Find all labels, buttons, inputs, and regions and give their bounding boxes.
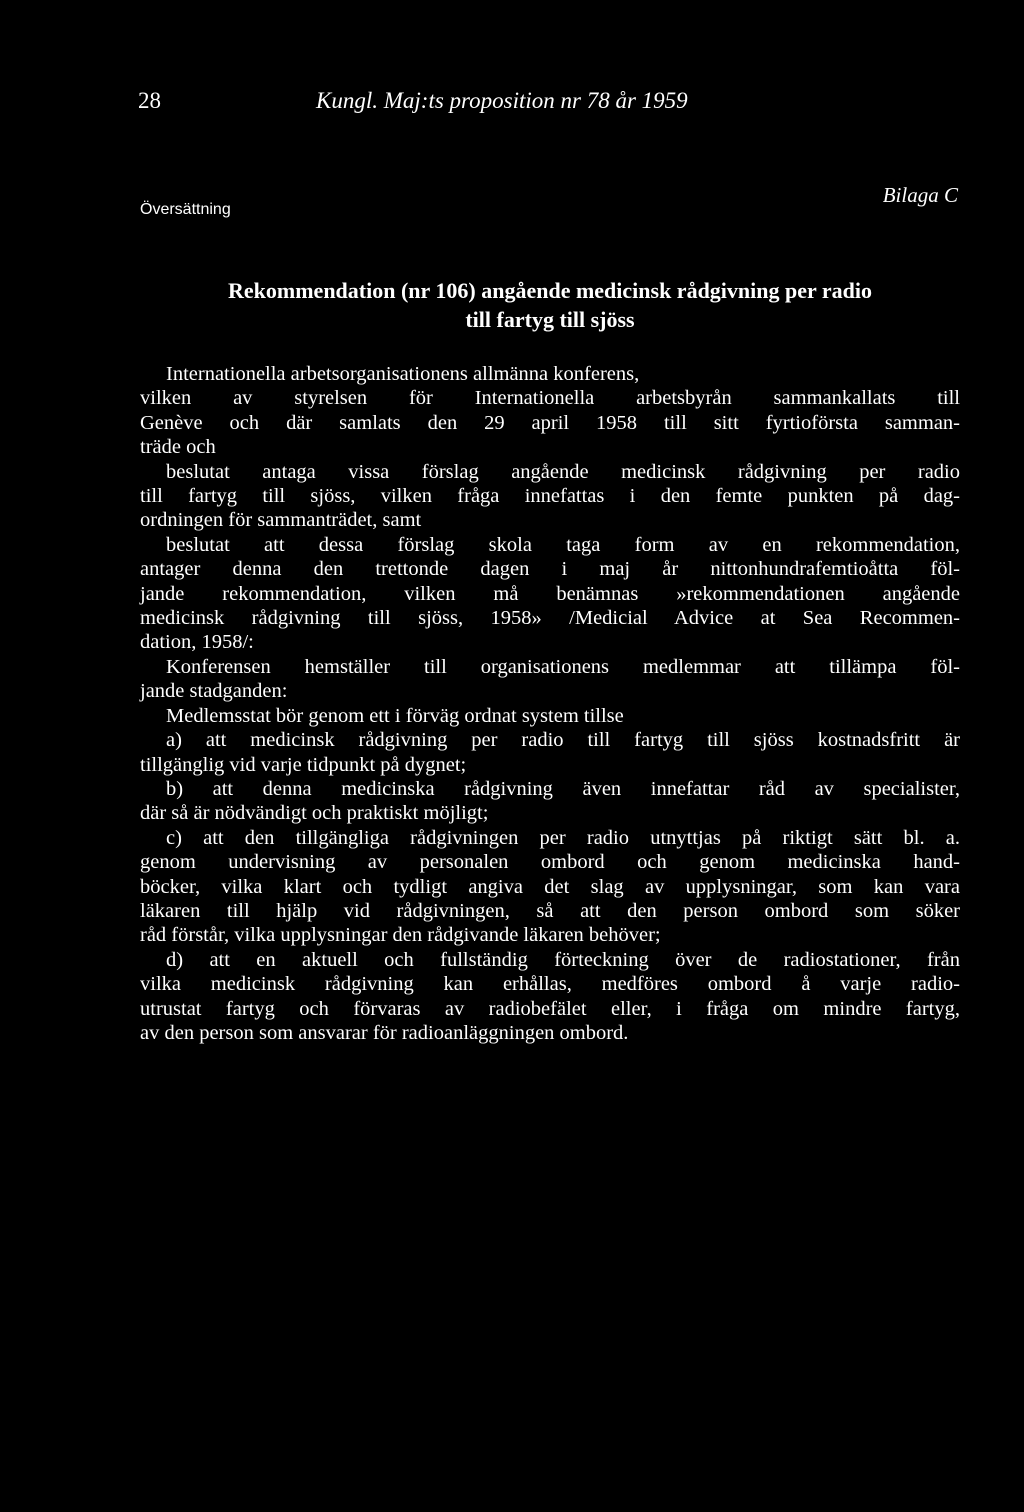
body-line: b) att denna medicinska rådgivning även innefattar råd av specialister, <box>166 777 960 800</box>
body-line: dation, 1958/: <box>140 631 254 654</box>
body-line: genom undervisning av personalen ombord och genom medicinska hand- <box>140 851 960 874</box>
body-line: medicinsk rådgivning till sjöss, 1958» /Medicial Advice at Sea Recommen- <box>140 607 960 630</box>
title-line: till fartyg till sjöss <box>465 307 635 332</box>
body-line: d) att en aktuell och fullständig förteckning över de radiostationer, från <box>166 948 960 971</box>
body-line: tillgänglig vid varje tidpunkt på dygnet; <box>140 753 467 776</box>
body-line: vilka medicinsk rådgivning kan erhållas, medföres ombord å varje radio- <box>140 973 960 996</box>
document-title <box>140 276 960 334</box>
title-line: Rekommendation (nr 106) angående medicinsk rådgivning per radio <box>228 278 872 303</box>
body-line: Genève och där samlats den 29 april 1958 till sitt fyrtioförsta samman- <box>140 411 960 434</box>
body-line: vilken av styrelsen för Internationella arbetsbyrån sammankallats till <box>140 387 960 410</box>
body-line: antager denna den trettonde dagen i maj år nittonhundrafemtioåtta föl- <box>140 558 960 581</box>
body-line: jande rekommendation, vilken må benämnas »rekommendationen angående <box>140 582 960 605</box>
page-number: 28 <box>138 88 161 113</box>
document-body <box>140 362 960 1045</box>
translation-label: Översättning <box>140 201 231 218</box>
body-line: Konferensen hemställer till organisationens medlemmar att tillämpa föl- <box>166 655 960 678</box>
running-title: Kungl. Maj:ts proposition nr 78 år 1959 <box>316 88 688 113</box>
body-line: c) att den tillgängliga rådgivningen per radio utnyttjas på riktigt sätt bl. a. <box>166 826 960 849</box>
body-line: beslutat att dessa förslag skola taga form av en rekommendation, <box>166 533 960 556</box>
body-line: a) att medicinsk rådgivning per radio till fartyg till sjöss kostnadsfritt är <box>166 729 960 752</box>
body-line: träde och <box>140 436 216 459</box>
body-line: ordningen för sammanträdet, samt <box>140 509 422 532</box>
body-line: råd förstår, vilka upplysningar den rådgivande läkaren behöver; <box>140 924 661 947</box>
body-line: jande stadganden: <box>140 680 288 703</box>
body-line: beslutat antaga vissa förslag angående medicinsk rådgivning per radio <box>166 460 960 483</box>
body-line: där så är nödvändigt och praktiskt möjligt; <box>140 802 489 825</box>
body-line: Internationella arbetsorganisationens allmänna konferens, <box>166 363 640 385</box>
body-line: läkaren till hjälp vid rådgivningen, så att den person ombord som söker <box>140 899 960 922</box>
body-line: utrustat fartyg och förvaras av radiobefälet eller, i fråga om mindre fartyg, <box>140 997 960 1020</box>
body-line: böcker, vilka klart och tydligt angiva det slag av upplysningar, som kan vara <box>140 875 960 898</box>
body-line: till fartyg till sjöss, vilken fråga innefattas i den femte punkten på dag- <box>140 485 960 508</box>
appendix-label: Bilaga C <box>882 183 958 207</box>
body-line: av den person som ansvarar för radioanläggningen ombord. <box>140 1021 629 1044</box>
body-line: Medlemsstat bör genom ett i förväg ordnat system tillse <box>166 704 624 727</box>
